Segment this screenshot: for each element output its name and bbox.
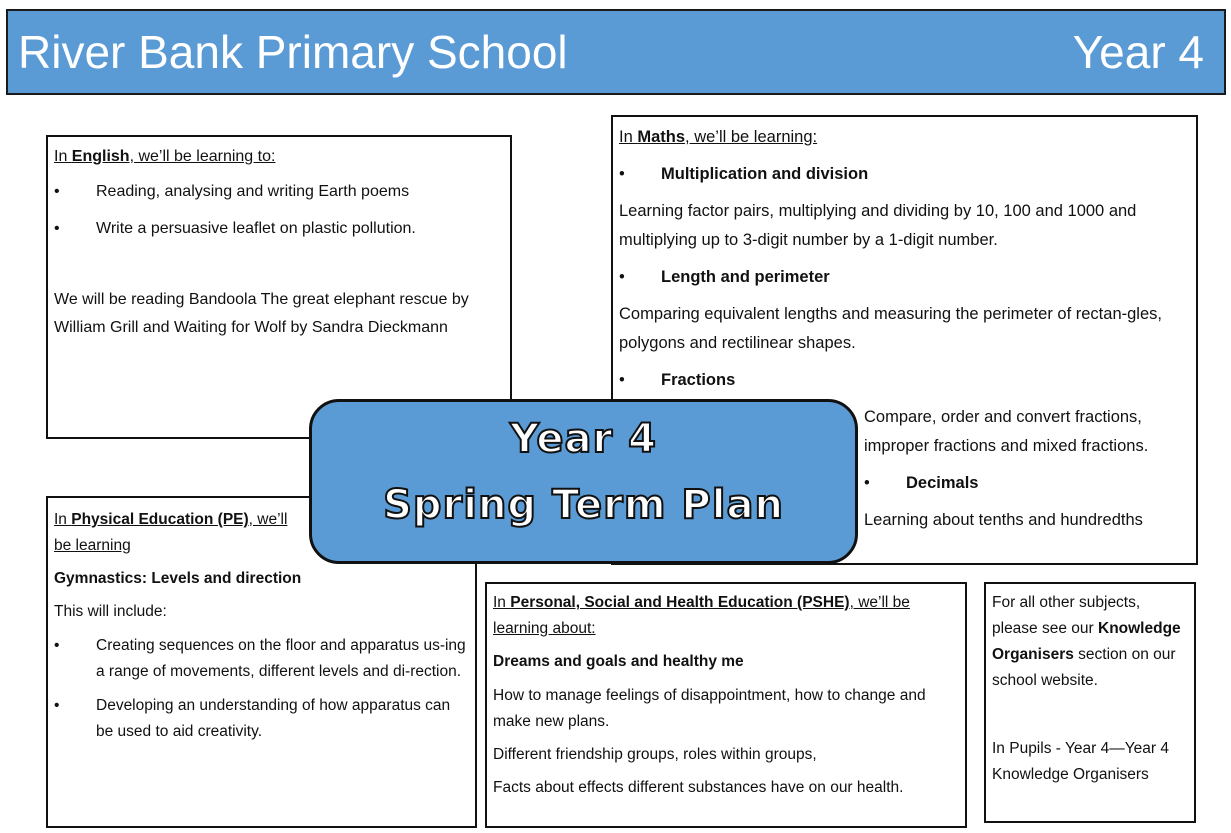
banner-title: Spring Term Plan [383, 482, 784, 528]
topic-heading: • Multiplication and division [619, 160, 1190, 189]
term-plan-banner [309, 399, 858, 564]
topic-desc: Learning about tenths and hundredths [864, 511, 1143, 529]
pshe-line: Facts about effects different substances have on our health. [493, 778, 904, 796]
pshe-line: How to manage feelings of disappointment, how to change and make new plans. [493, 686, 926, 730]
banner-year: Year 4 [510, 416, 657, 462]
pshe-intro: In Personal, Social and Health Education (PSHE), we’ll be learning about: [493, 594, 910, 637]
english-intro: In English, we’ll be learning to: [54, 148, 276, 165]
list-item: • Reading, analysing and writing Earth poems [54, 179, 504, 205]
maths-intro: In Maths, we’ll be learning: [619, 128, 818, 146]
list-item: • Developing an understanding of how apparatus can be used to aid creativity. [54, 693, 466, 745]
pshe-heading: Dreams and goals and healthy me [493, 653, 744, 670]
english-box [46, 135, 512, 439]
year-label: Year 4 [1072, 26, 1204, 78]
school-name: River Bank Primary School [18, 26, 568, 78]
topic-desc: Comparing equivalent lengths and measuring the perimeter of rectan-gles, polygons and rectilinear shapes. [619, 305, 1162, 352]
pe-intro: In Physical Education (PE), we’ll be learning [54, 511, 288, 554]
reading-text: We will be reading Bandoola The great elephant rescue by William Grill and Waiting for Wolf by Sandra Dieckmann [54, 290, 469, 336]
topic-heading: • Decimals [864, 469, 1190, 498]
topic-heading: • Fractions [619, 366, 1190, 395]
other-subjects-text: For all other subjects, please see our Knowledge Organisers section on our school website. [992, 594, 1181, 689]
page-header [6, 9, 1226, 95]
other-subjects-box [984, 582, 1196, 823]
topic-desc: Compare, order and convert fractions, improper fractions and mixed fractions. [864, 408, 1149, 455]
topic-heading: • Length and perimeter [619, 263, 1190, 292]
knowledge-organiser-path: In Pupils - Year 4—Year 4 Knowledge Organisers [992, 740, 1169, 783]
pe-heading: Gymnastics: Levels and direction [54, 570, 302, 587]
pshe-box [485, 582, 967, 828]
list-item: • Creating sequences on the floor and apparatus us-ing a range of movements, different levels and di-rection. [54, 633, 466, 685]
pe-include: This will include: [54, 602, 167, 620]
list-item: • Write a persuasive leaflet on plastic pollution. [54, 216, 504, 242]
pshe-line: Different friendship groups, roles within groups, [493, 745, 817, 763]
topic-desc: Learning factor pairs, multiplying and dividing by 10, 100 and 1000 and multiplying up to 3-digit number by a 1-digit number. [619, 202, 1137, 249]
